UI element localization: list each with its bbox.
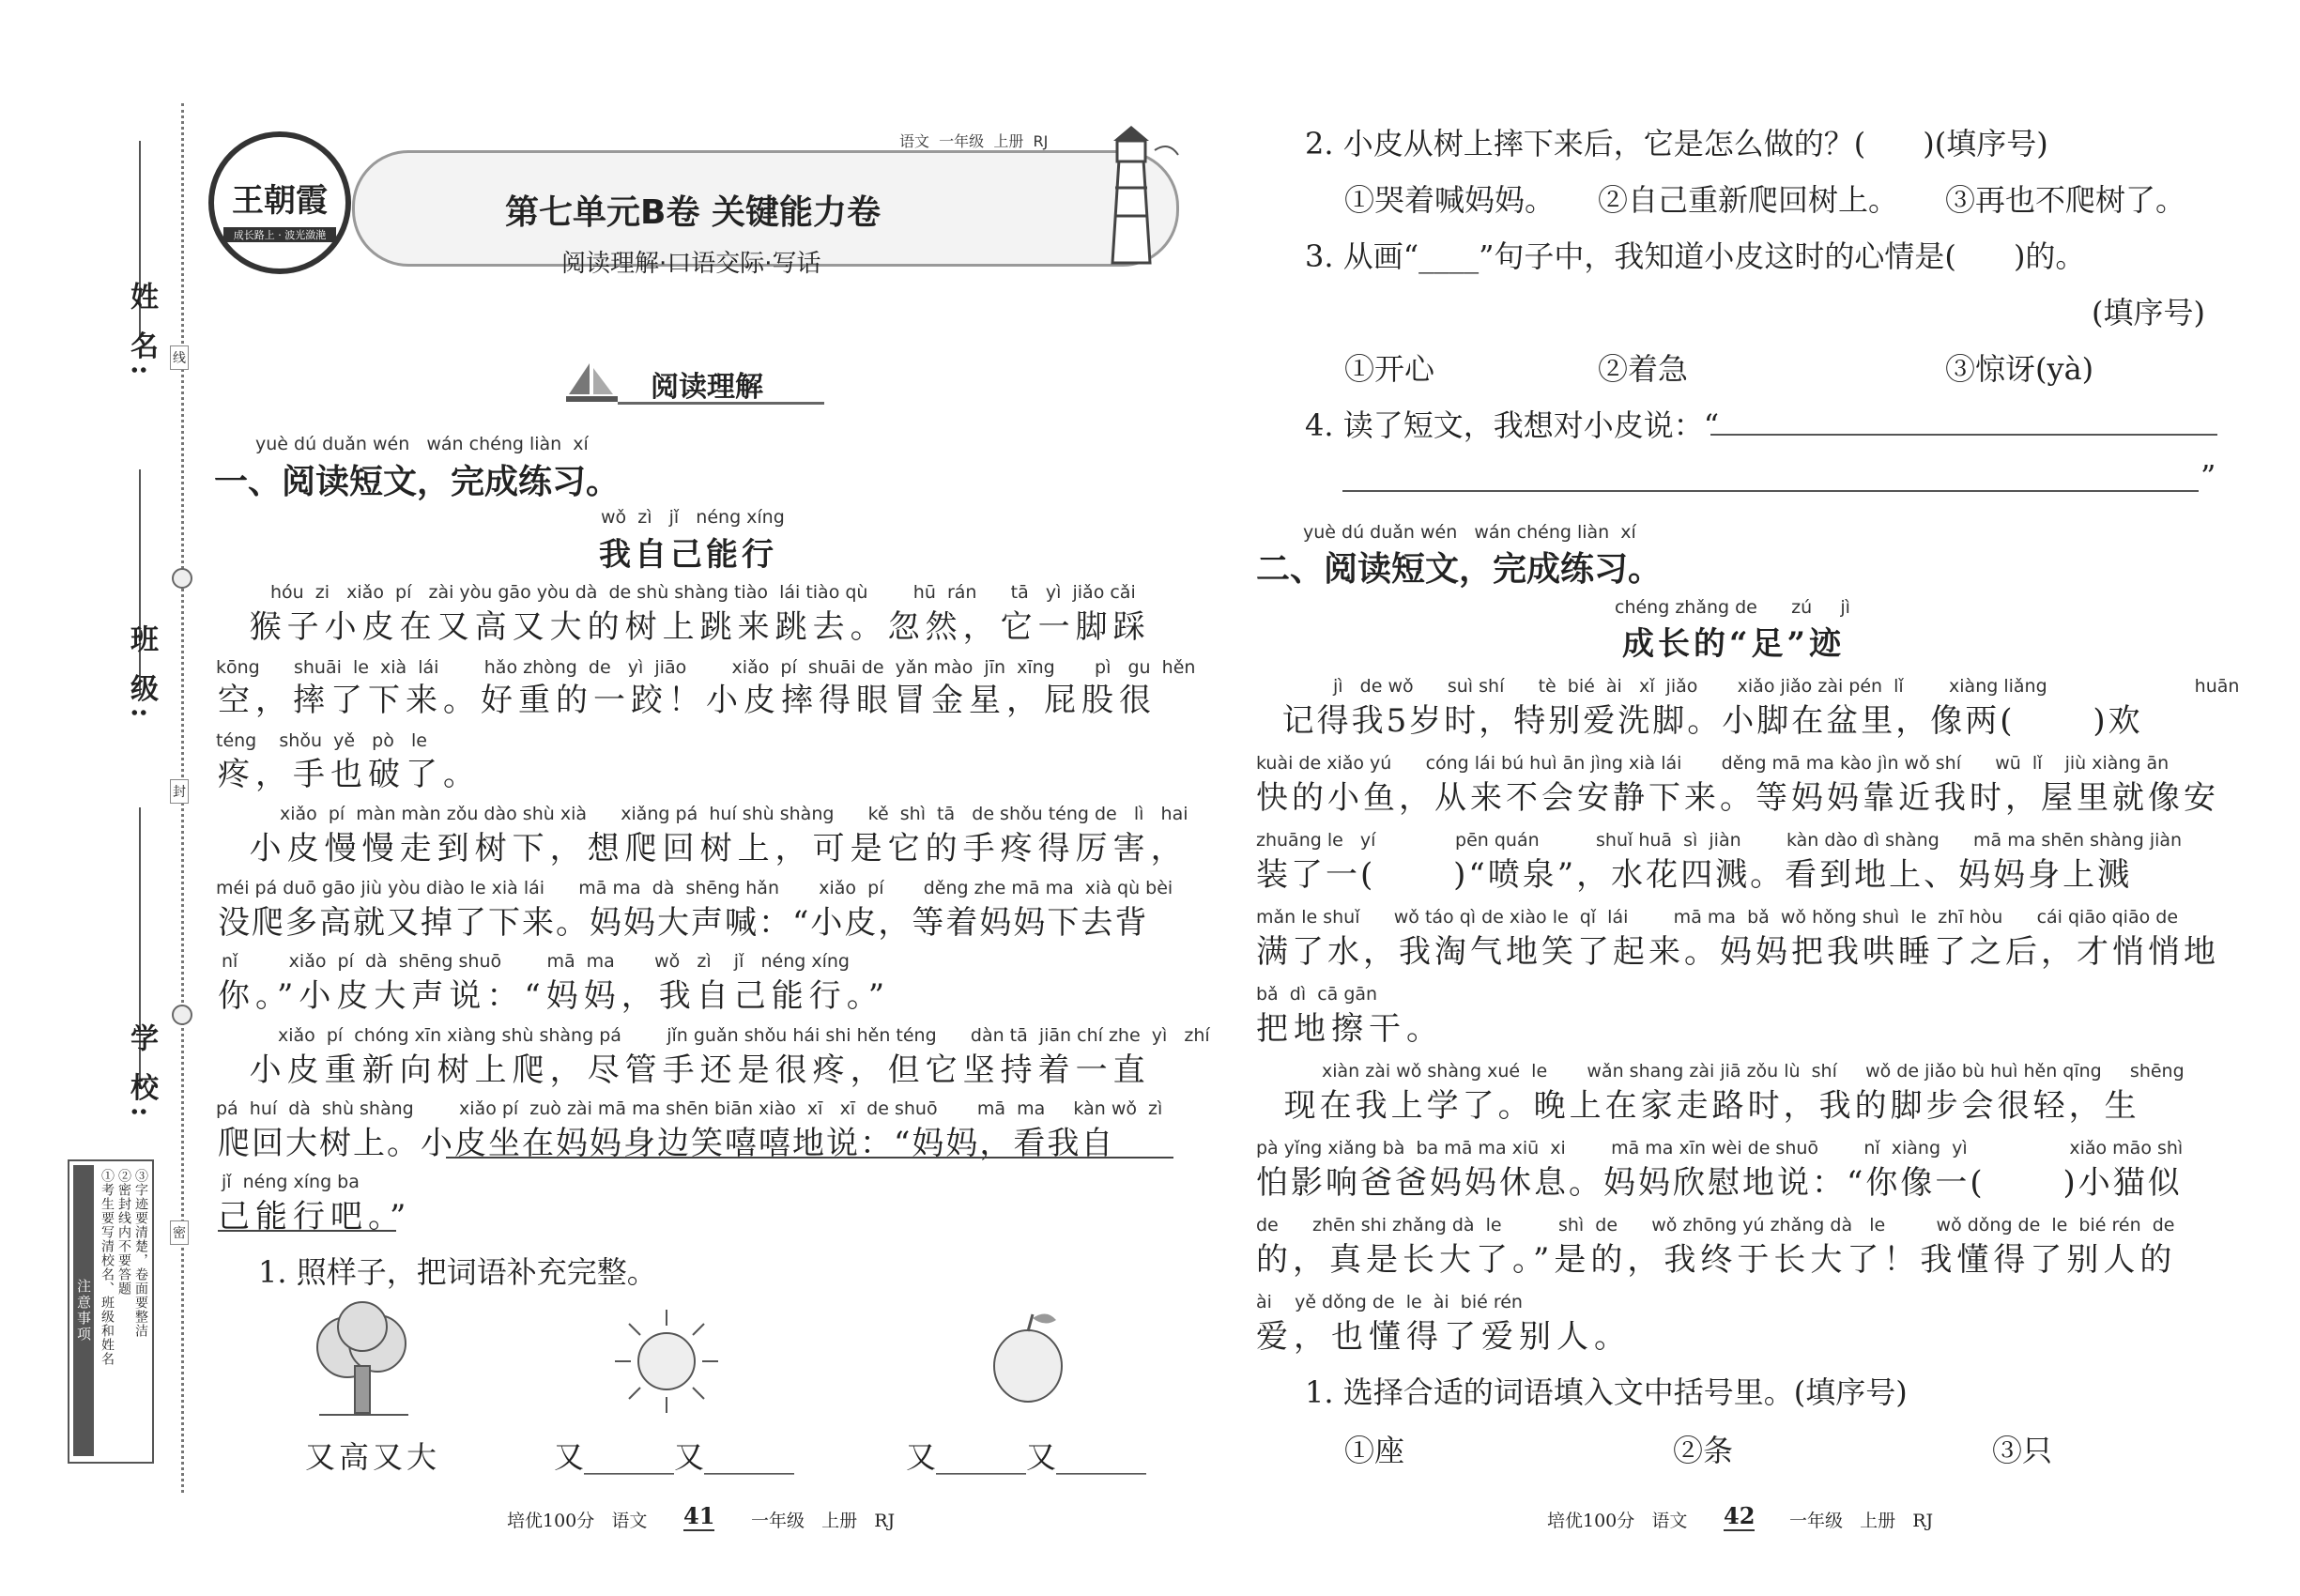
q1-pinyin: yuè dú duǎn wén wán chéng liàn xí — [255, 434, 589, 454]
text-line: 满了水，我淘气地笑了起来。妈妈把我哄睡了之后，才悄悄地 — [1256, 933, 2219, 971]
text-line: 把地擦干。 — [1256, 1010, 1444, 1048]
text-line: 小皮重新向树上爬，尽管手还是很疼，但它坚持着一直 — [218, 1051, 1151, 1089]
fill-word-1[interactable]: 又______又______ — [554, 1439, 795, 1475]
binding-hole — [172, 568, 192, 589]
text-line: 装了一( )“喷泉”，水花四溅。看到地上、妈妈身上溅 — [1256, 856, 2133, 894]
example-word: 又高又大 — [305, 1439, 441, 1475]
pinyin-line: xiǎo pí màn màn zǒu dào shù xià xiǎng pá huí shù shàng kě shì tā de shǒu téng de lì hai — [280, 804, 1188, 824]
q4-answer-line[interactable] — [1342, 490, 2199, 492]
notice-item: ②密封线内不要答题 — [116, 1169, 131, 1296]
q4: 4. 读了短文，我想对小皮说：“ — [1305, 407, 1720, 443]
marked-sentence-underline — [446, 1157, 1173, 1159]
pinyin-line: kuài de xiǎo yú cóng lái bú huì ān jìng xià lái děng mā ma kào jìn wǒ shí wū lǐ jiù xiàng ān — [1256, 753, 2170, 774]
notice-item: ③字迹要清楚，卷面要整洁 — [133, 1169, 148, 1338]
q3-tail: (填序号) — [2092, 295, 2205, 330]
pinyin-line: téng shǒu yě pò le — [216, 730, 427, 751]
sailboat-icon — [561, 359, 627, 406]
notice-box — [68, 1159, 154, 1464]
page-subtitle: 阅读理解·口语交际·写话 — [561, 250, 821, 278]
school-label: 学 校: — [125, 1023, 158, 1123]
pinyin-line: hóu zi xiǎo pí zài yòu gāo yòu dà de shù shàng tiào lái tiào qù hū rán tā yì jiǎo cǎi — [270, 582, 1136, 603]
q4-answer-line[interactable] — [1710, 434, 2217, 436]
text-line: 己能行吧。” — [218, 1198, 412, 1235]
pinyin-line: xiàn zài wǒ shàng xué le wǎn shang zài jiā zǒu lù shí wǒ de jiǎo bù huì hěn qīng shēng — [1322, 1061, 2185, 1082]
section-header — [561, 359, 824, 406]
story-title-pinyin: wǒ zì jǐ néng xíng — [601, 507, 785, 528]
text-line: 快的小鱼，从来不会安静下来。等妈妈靠近我时，屋里就像安 — [1256, 779, 2219, 817]
text-line: 空，摔了下来。好重的一跤！小皮摔得眼冒金星，屁股很 — [218, 682, 1157, 719]
footer-brand: 培优100分 语文 — [507, 1511, 648, 1531]
logo-text: 王朝霞 — [232, 182, 328, 220]
q2-sub1: 1. 选择合适的词语填入文中括号里。(填序号) — [1305, 1374, 1908, 1410]
q3-option[interactable]: ②着急 — [1598, 351, 1689, 387]
lighthouse-icon — [1080, 122, 1183, 272]
pinyin-line: méi pá duō gāo jiù yòu diào le xià lái mā ma dà shēng hǎn xiǎo pí děng zhe mā ma xià qù bèi — [216, 878, 1173, 898]
q2: 2. 小皮从树上摔下来后，它是怎么做的？( )(填序号) — [1305, 126, 2048, 161]
footer-brand: 培优100分 语文 — [1547, 1511, 1688, 1531]
text-line: 爬回大树上。小皮坐在妈妈身边笑嘻嘻地说：“妈妈，看我自 — [218, 1125, 1115, 1162]
sun-icon — [610, 1305, 723, 1418]
section-underline — [618, 402, 824, 405]
story-title: 我自己能行 — [599, 536, 777, 574]
pinyin-line: nǐ xiǎo pí dà shēng shuō mā ma wǒ zì jǐ néng xíng — [222, 951, 850, 972]
tree-icon — [300, 1300, 422, 1422]
q4-end-quote: ” — [2200, 458, 2216, 494]
pinyin-line: bǎ dì cā gān — [1256, 984, 1378, 1005]
pinyin-line: zhuāng le yí pēn quán shuǐ huā sì jiàn kàn dào dì shàng mā ma shēn shàng jiàn — [1256, 830, 2183, 851]
q1-title: 一、阅读短文，完成练习。 — [214, 463, 621, 501]
text-line: 的，真是长大了。”是的，我终于长大了！我懂得了别人的 — [1256, 1241, 2177, 1279]
name-label: 姓 名: — [125, 282, 158, 381]
class-label: 班 级: — [125, 624, 158, 724]
q2-sub1-option[interactable]: ①座 — [1344, 1433, 1405, 1468]
pinyin-line: jì de wǒ suì shí tè bié ài xǐ jiǎo xiǎo jiǎo zài pén lǐ xiàng liǎng huān — [1333, 676, 2240, 697]
q2-option[interactable]: ②自己重新爬回树上。 — [1598, 182, 1899, 218]
pinyin-line: pá huí dà shù shàng xiǎo pí zuò zài mā ma shēn biān xiào xī xī de shuō mā ma kàn wǒ zì — [216, 1098, 1163, 1119]
pinyin-line: pà yǐng xiǎng bà ba mā ma xiū xi mā ma xīn wèi de shuō nǐ xiàng yì xiǎo māo shì — [1256, 1138, 2184, 1159]
page-number: 41 — [683, 1502, 715, 1529]
footer-tail: 一年级 上册 RJ — [751, 1511, 896, 1531]
text-line: 疼，手也破了。 — [218, 756, 481, 793]
q3: 3. 从画“____”句子中，我知道小皮这时的心情是( )的。 — [1305, 238, 2086, 274]
q2-section-title: 二、阅读短文，完成练习。 — [1256, 550, 1663, 589]
notice-title: 注意事项 — [73, 1165, 94, 1456]
text-line: 怕影响爸爸妈妈休息。妈妈欣慰地说：“你像一( )小猫似 — [1256, 1164, 2183, 1202]
fill-word-2[interactable]: 又______又______ — [906, 1439, 1147, 1475]
pinyin-line: mǎn le shuǐ wǒ táo qì de xiào le qǐ lái mā ma bǎ wǒ hǒng shuì le zhī hòu cái qiāo qiāo de — [1256, 907, 2179, 928]
q2-sub1-option[interactable]: ②条 — [1673, 1433, 1734, 1468]
story2-title: 成长的“足”迹 — [1622, 625, 1846, 663]
text-line: 现在我上学了。晚上在家走路时，我的脚步会很轻，生 — [1256, 1087, 2140, 1125]
apple-icon — [986, 1305, 1070, 1408]
cut-mark-1: 线 — [170, 345, 189, 370]
q1-sub1: 1. 照样子，把词语补充完整。 — [258, 1254, 657, 1290]
pinyin-line: de zhēn shi zhǎng dà le shì de wǒ zhōng yú zhǎng dà le wǒ dǒng de le bié rén de — [1256, 1215, 2175, 1235]
cut-mark-2: 封 — [170, 779, 189, 804]
text-line: 猴子小皮在又高又大的树上跳来跳去。忽然，它一脚踩 — [218, 608, 1151, 646]
pinyin-line: kōng shuāi le xià lái hǎo zhòng de yì jiāo xiǎo pí shuāi de yǎn mào jīn xīng pì gu hěn — [216, 657, 1196, 678]
page-number: 42 — [1724, 1502, 1756, 1529]
q3-option[interactable]: ①开心 — [1344, 351, 1435, 387]
text-line: 记得我5岁时，特别爱洗脚。小脚在盆里，像两( )欢 — [1256, 702, 2143, 740]
pinyin-line: xiǎo pí chóng xīn xiàng shù shàng pá jǐn guǎn shǒu hái shi hěn téng dàn tā jiān chí zhe yì zhí — [278, 1025, 1210, 1046]
footer-tail: 一年级 上册 RJ — [1789, 1511, 1934, 1531]
q2-option[interactable]: ①哭着喊妈妈。 — [1344, 182, 1556, 218]
binding-hole — [172, 1005, 192, 1025]
page-title: 第七单元B卷 关键能力卷 — [505, 193, 881, 232]
section-title: 阅读理解 — [651, 371, 763, 404]
text-line: 没爬多高就又掉了下来。妈妈大声喊：“小皮，等着妈妈下去背 — [218, 904, 1149, 942]
q2-section-pinyin: yuè dú duǎn wén wán chéng liàn xí — [1303, 522, 1636, 543]
logo-slogan: 成长路上 · 波光潋滟 — [223, 227, 336, 242]
text-line: 小皮慢慢走到树下，想爬回树上，可是它的手疼得厉害， — [218, 830, 1188, 867]
q3-option[interactable]: ③惊讶(yà) — [1945, 351, 2094, 387]
marked-sentence-underline — [218, 1230, 396, 1232]
story2-title-pinyin: chéng zhǎng de zú jì — [1615, 597, 1850, 618]
notice-item: ①考生要写清校名、班级和姓名 — [100, 1169, 115, 1366]
pinyin-line: jǐ néng xíng ba — [222, 1172, 360, 1192]
text-line: 爱，也懂得了爱别人。 — [1256, 1318, 1632, 1356]
q2-option[interactable]: ③再也不爬树了。 — [1945, 182, 2186, 218]
q2-sub1-option[interactable]: ③只 — [1992, 1433, 2053, 1468]
pinyin-line: ài yě dǒng de le ài bié rén — [1256, 1292, 1523, 1312]
header-meta: 语文 一年级 上册 RJ — [899, 132, 1049, 150]
cut-mark-3: 密 — [170, 1220, 189, 1245]
brand-logo — [208, 131, 351, 274]
text-line: 你。”小皮大声说：“妈妈，我自己能行。” — [218, 977, 891, 1015]
